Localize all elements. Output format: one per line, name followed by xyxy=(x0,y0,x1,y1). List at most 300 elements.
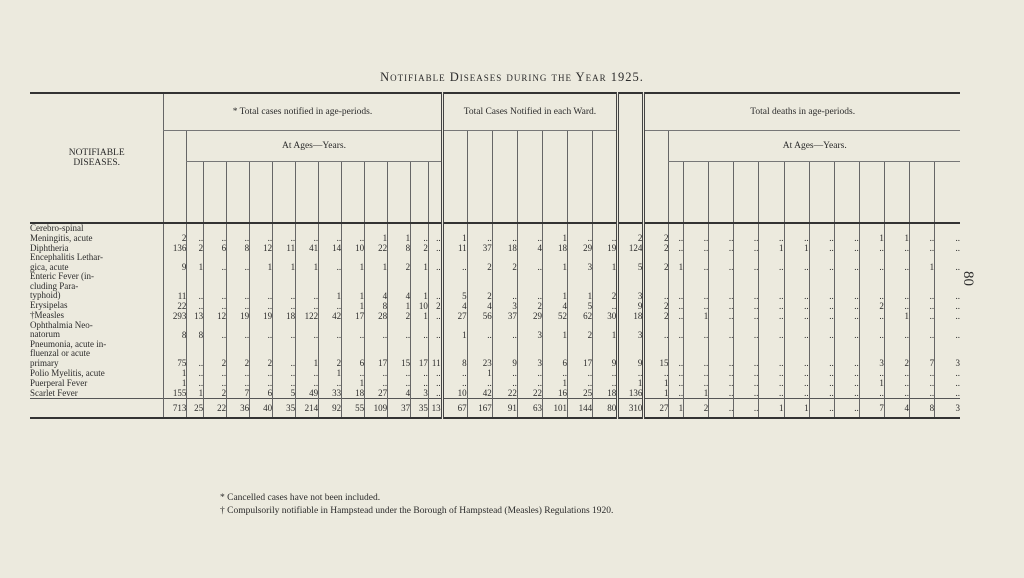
cases-cell: 1 xyxy=(342,378,365,388)
deaths-age-5-header xyxy=(784,162,809,224)
cases-cell: .. xyxy=(411,368,429,378)
cases-cell: 155 xyxy=(164,388,187,399)
deaths-cell: .. xyxy=(734,321,759,340)
deaths-cell: .. xyxy=(669,311,684,321)
deaths-cell: .. xyxy=(809,311,834,321)
deaths-cell: .. xyxy=(809,321,834,340)
deaths-age-11-header xyxy=(935,162,960,224)
cases-cell: .. xyxy=(273,223,296,243)
hospital-cell: 136 xyxy=(618,388,644,399)
ward-cell: 16 xyxy=(542,388,567,399)
deaths-age-0-header-label xyxy=(670,214,678,223)
deaths-cell: .. xyxy=(684,340,709,369)
deaths-cell: .. xyxy=(759,378,784,388)
disease-name: Enteric Fever (in- cluding Para- typhoid) xyxy=(30,272,94,300)
deaths-cell: 2 xyxy=(644,243,669,253)
ward-cell: 67 xyxy=(442,399,467,419)
ward-cell: 19 xyxy=(593,243,618,253)
deaths-cell: .. xyxy=(734,311,759,321)
cases-cell: 2 xyxy=(227,340,250,369)
page-title: Notifiable Diseases during the Year 1925. xyxy=(380,70,644,84)
ward-cell: 30 xyxy=(593,311,618,321)
deaths-cell: .. xyxy=(669,243,684,253)
cases-cell: 13 xyxy=(428,399,442,419)
cases-cell: 1 xyxy=(273,253,296,272)
cases-cell: .. xyxy=(428,223,442,243)
cases-cell: 1 xyxy=(187,388,204,399)
deaths-cell: 7 xyxy=(859,399,884,419)
table-row xyxy=(30,378,960,388)
ward-cell: 56 xyxy=(467,311,492,321)
cases-cell: .. xyxy=(428,388,442,399)
ward-cell: 2 xyxy=(467,272,492,301)
deaths-cell: .. xyxy=(734,340,759,369)
cases-cell: .. xyxy=(273,301,296,311)
ward-cell: 3 xyxy=(517,340,542,369)
cases-cell: .. xyxy=(273,378,296,388)
disease-name: Encephalitis Lethar- gica, acute xyxy=(30,253,104,272)
cases-cell: 35 xyxy=(411,399,429,419)
deaths-cell: 1 xyxy=(684,311,709,321)
ward-cell: .. xyxy=(442,253,467,272)
cases-cell: .. xyxy=(296,378,319,388)
deaths-cell: .. xyxy=(935,272,960,301)
disease-name: Cerebro-spinal Meningitis, acute xyxy=(30,223,93,243)
ward-cell: 5 xyxy=(442,272,467,301)
cases-cell: 36 xyxy=(227,399,250,419)
ward-cell: .. xyxy=(467,223,492,243)
deaths-age-0-header xyxy=(669,162,684,224)
cases-cell: .. xyxy=(187,272,204,301)
cases-cell: .. xyxy=(250,378,273,388)
ward-cell: 9 xyxy=(593,340,618,369)
ward-cell: .. xyxy=(492,272,517,301)
cases-cell: .. xyxy=(227,223,250,243)
deaths-cell: 2 xyxy=(644,301,669,311)
deaths-cell: .. xyxy=(884,253,909,272)
cases-cell: 1 xyxy=(411,253,429,272)
deaths-cell: .. xyxy=(834,399,859,419)
deaths-cell: 1 xyxy=(884,311,909,321)
ward-cell: 18 xyxy=(542,243,567,253)
cases-age-7-header xyxy=(342,162,365,224)
ward-6-header xyxy=(568,131,593,224)
hospital-cell: 9 xyxy=(618,340,644,369)
cases-age-0-header-label xyxy=(188,214,196,223)
cases-cell: .. xyxy=(204,272,227,301)
cases-cell: 18 xyxy=(273,311,296,321)
cases-cell: 1 xyxy=(296,253,319,272)
cases-cell: .. xyxy=(365,378,388,388)
deaths-cell: .. xyxy=(784,388,809,399)
deaths-cell: .. xyxy=(784,272,809,301)
deaths-cell: 7 xyxy=(909,340,934,369)
cases-cell: .. xyxy=(319,321,342,340)
cases-cell: 3 xyxy=(411,388,429,399)
ward-cell: 11 xyxy=(442,243,467,253)
cases-cell: .. xyxy=(428,368,442,378)
ward-cell: 4 xyxy=(517,243,542,253)
hospital-cell: 18 xyxy=(618,311,644,321)
deaths-cell: .. xyxy=(734,378,759,388)
deaths-cell: .. xyxy=(809,223,834,243)
deaths-cell: .. xyxy=(684,301,709,311)
deaths-cell: .. xyxy=(709,311,734,321)
cases-cell: .. xyxy=(388,378,411,388)
deaths-cell: 1 xyxy=(669,253,684,272)
deaths-cell: .. xyxy=(759,321,784,340)
deaths-age-7-header-label xyxy=(836,206,852,223)
hospital-cell: 5 xyxy=(618,253,644,272)
table-row xyxy=(30,388,960,399)
deaths-cell: .. xyxy=(709,388,734,399)
disease-name: Scarlet Fever xyxy=(30,388,78,398)
cases-cell: .. xyxy=(342,223,365,243)
cases-cell: 22 xyxy=(204,399,227,419)
deaths-cell: .. xyxy=(834,311,859,321)
ward-cell: 18 xyxy=(492,243,517,253)
cases-cell: .. xyxy=(273,321,296,340)
deaths-cell: .. xyxy=(734,368,759,378)
deaths-cell: 3 xyxy=(935,340,960,369)
deaths-age-4-header xyxy=(759,162,784,224)
deaths-cell: 3 xyxy=(859,340,884,369)
deaths-cell: .. xyxy=(935,321,960,340)
cases-age-5-header-label xyxy=(297,206,313,223)
deaths-cell: .. xyxy=(709,223,734,243)
cases-cell: 12 xyxy=(204,311,227,321)
cases-cell: 7 xyxy=(227,388,250,399)
deaths-cell: .. xyxy=(784,223,809,243)
cases-cell: .. xyxy=(365,368,388,378)
cases-cell: 10 xyxy=(411,301,429,311)
cases-age-4-header-label xyxy=(274,206,290,223)
deaths-cell: .. xyxy=(734,399,759,419)
ward-cell: 4 xyxy=(442,301,467,311)
ward-cell: 37 xyxy=(492,311,517,321)
deaths-cell: .. xyxy=(935,311,960,321)
ward-cell: .. xyxy=(517,378,542,388)
cases-cell: 12 xyxy=(250,243,273,253)
deaths-cell: 3 xyxy=(935,399,960,419)
deaths-age-8-header-label xyxy=(861,206,877,223)
cases-cell: 11 xyxy=(428,340,442,369)
cases-cell: .. xyxy=(187,223,204,243)
deaths-cell: .. xyxy=(909,368,934,378)
deaths-cell: .. xyxy=(709,321,734,340)
ward-cell: 1 xyxy=(442,321,467,340)
deaths-age-10-header-label xyxy=(911,206,927,223)
hospital-header xyxy=(618,93,644,223)
deaths-cell: .. xyxy=(909,301,934,311)
deaths-cell: .. xyxy=(784,378,809,388)
cases-cell: .. xyxy=(273,368,296,378)
table-row xyxy=(30,321,960,340)
cases-cell: .. xyxy=(250,368,273,378)
deaths-age-11-header-label xyxy=(936,214,944,223)
deaths-cell: .. xyxy=(884,272,909,301)
disease-name: Ophthalmia Neo- natorum xyxy=(30,320,93,339)
cases-age-1-header xyxy=(204,162,227,224)
diseases-header: NOTIFIABLE DISEASES. xyxy=(30,93,164,223)
cases-age-7-header-label xyxy=(343,206,359,223)
deaths-age-3-header-label xyxy=(735,206,751,223)
cases-cell: 6 xyxy=(342,340,365,369)
deaths-cell: .. xyxy=(909,311,934,321)
ward-cell: .. xyxy=(492,368,517,378)
cases-cell: .. xyxy=(296,272,319,301)
cases-age-11-header-label xyxy=(430,214,438,223)
ward-cell: .. xyxy=(442,368,467,378)
cases-cell: 8 xyxy=(227,243,250,253)
deaths-cell: .. xyxy=(809,253,834,272)
cases-age-9-header-label xyxy=(389,206,405,223)
cases-cell: 19 xyxy=(227,311,250,321)
cases-cell: 2 xyxy=(388,253,411,272)
deaths-cell: .. xyxy=(909,223,934,243)
ward-cell: .. xyxy=(492,321,517,340)
cases-cell: .. xyxy=(273,340,296,369)
deaths-cell: .. xyxy=(859,243,884,253)
cases-cell: 2 xyxy=(164,223,187,243)
cases-cell: .. xyxy=(319,378,342,388)
ward-cell: 6 xyxy=(542,340,567,369)
disease-name xyxy=(30,399,164,419)
cases-cell: .. xyxy=(227,253,250,272)
cases-cell: .. xyxy=(227,368,250,378)
deaths-cell: .. xyxy=(809,301,834,311)
ward-cell: 1 xyxy=(542,321,567,340)
deaths-cell: .. xyxy=(669,321,684,340)
deaths-cell: .. xyxy=(669,340,684,369)
deaths-cell: .. xyxy=(684,243,709,253)
hospital-cell: 3 xyxy=(618,321,644,340)
deaths-cell: 1 xyxy=(859,223,884,243)
deaths-cell: .. xyxy=(709,272,734,301)
cases-group-header: * Total cases notified in age-periods. xyxy=(164,93,442,131)
deaths-cell: .. xyxy=(834,243,859,253)
deaths-cell: .. xyxy=(709,368,734,378)
deaths-cell: .. xyxy=(669,301,684,311)
deaths-cell: .. xyxy=(884,378,909,388)
cases-cell: .. xyxy=(204,301,227,311)
ward-cell: 1 xyxy=(542,272,567,301)
cases-age-8-header-label xyxy=(366,206,382,223)
cases-cell: 122 xyxy=(296,311,319,321)
deaths-all-ages-header-label xyxy=(646,214,654,223)
ward-2-header xyxy=(467,131,492,224)
deaths-cell: .. xyxy=(834,368,859,378)
cases-cell: .. xyxy=(296,321,319,340)
cases-cell: 33 xyxy=(319,388,342,399)
cases-cell: .. xyxy=(428,311,442,321)
deaths-age-1-header xyxy=(684,162,709,224)
cases-all-ages-header-label xyxy=(165,214,173,223)
cases-cell: .. xyxy=(411,378,429,388)
ward-cell: 80 xyxy=(593,399,618,419)
ward-7-header xyxy=(593,131,618,224)
table-row xyxy=(30,253,960,272)
deaths-cell: .. xyxy=(859,368,884,378)
deaths-cell: .. xyxy=(759,301,784,311)
deaths-cell: 1 xyxy=(909,253,934,272)
deaths-cell: .. xyxy=(909,272,934,301)
cases-cell: .. xyxy=(187,301,204,311)
ward-1-header-label xyxy=(445,206,461,223)
ward-cell: .. xyxy=(568,368,593,378)
cases-cell: 2 xyxy=(388,311,411,321)
deaths-cell: 1 xyxy=(684,388,709,399)
ward-cell: .. xyxy=(467,378,492,388)
ward-cell: 9 xyxy=(492,340,517,369)
cases-cell: 8 xyxy=(187,321,204,340)
deaths-cell: .. xyxy=(734,272,759,301)
ward-cell: 27 xyxy=(442,311,467,321)
deaths-cell: .. xyxy=(709,378,734,388)
ward-cell: 1 xyxy=(542,253,567,272)
cases-cell: 55 xyxy=(342,399,365,419)
deaths-cell: 4 xyxy=(884,399,909,419)
cases-cell: 9 xyxy=(164,253,187,272)
deaths-age-6-header-label xyxy=(811,206,827,223)
cases-cell: .. xyxy=(411,223,429,243)
disease-name: †Measles xyxy=(30,310,64,320)
deaths-age-9-header-label xyxy=(886,206,902,223)
deaths-cell: .. xyxy=(935,223,960,243)
ward-cell: 3 xyxy=(492,301,517,311)
deaths-cell: .. xyxy=(859,388,884,399)
deaths-cell: .. xyxy=(709,253,734,272)
cases-age-4-header xyxy=(273,162,296,224)
table-row xyxy=(30,311,960,321)
disease-name: Puerperal Fever xyxy=(30,378,88,388)
deaths-cell: .. xyxy=(669,368,684,378)
deaths-cell: 27 xyxy=(644,399,669,419)
ward-cell: 91 xyxy=(492,399,517,419)
cases-cell: 35 xyxy=(273,399,296,419)
ward-cell: 2 xyxy=(593,272,618,301)
hospital-header-label xyxy=(620,214,628,223)
ward-3-header-label xyxy=(494,206,510,223)
deaths-cell: .. xyxy=(935,378,960,388)
cases-cell: 8 xyxy=(365,301,388,311)
cases-cell: 37 xyxy=(388,399,411,419)
deaths-cell: .. xyxy=(669,388,684,399)
cases-cell: 1 xyxy=(411,272,429,301)
cases-cell: 75 xyxy=(164,340,187,369)
deaths-cell: .. xyxy=(809,272,834,301)
ward-cell: 17 xyxy=(568,340,593,369)
deaths-cell: .. xyxy=(709,340,734,369)
cases-cell: .. xyxy=(428,272,442,301)
deaths-cell: .. xyxy=(834,253,859,272)
ward-cell: 52 xyxy=(542,311,567,321)
cases-cell: 42 xyxy=(319,311,342,321)
deaths-cell: .. xyxy=(734,223,759,243)
cases-cell: 713 xyxy=(164,399,187,419)
ward-cell: 2 xyxy=(568,321,593,340)
deaths-cell: .. xyxy=(809,399,834,419)
cases-cell: 1 xyxy=(365,223,388,243)
deaths-cell: 1 xyxy=(784,243,809,253)
deaths-cell: .. xyxy=(734,253,759,272)
deaths-cell: .. xyxy=(884,368,909,378)
deaths-cell: 8 xyxy=(909,399,934,419)
cases-cell: 17 xyxy=(342,311,365,321)
ward-cell: 22 xyxy=(517,388,542,399)
deaths-group-header: Total deaths in age-periods. xyxy=(644,93,960,131)
cases-age-10-header-label xyxy=(412,206,428,223)
page-number: 80 xyxy=(960,271,976,286)
ward-cell: 22 xyxy=(492,388,517,399)
deaths-cell: .. xyxy=(834,301,859,311)
deaths-cell: .. xyxy=(935,368,960,378)
cases-cell: 92 xyxy=(319,399,342,419)
deaths-cell: .. xyxy=(935,388,960,399)
cases-cell: 28 xyxy=(365,311,388,321)
deaths-cell: .. xyxy=(709,301,734,311)
deaths-age-2-header xyxy=(709,162,734,224)
cases-cell: 2 xyxy=(411,243,429,253)
deaths-cell: 1 xyxy=(669,399,684,419)
deaths-cell: .. xyxy=(684,223,709,243)
cases-cell: 18 xyxy=(342,388,365,399)
deaths-cell: .. xyxy=(909,388,934,399)
totals-row xyxy=(30,399,960,419)
ward-cell: 37 xyxy=(467,243,492,253)
ward-cell: 1 xyxy=(542,378,567,388)
deaths-cell: .. xyxy=(935,243,960,253)
cases-cell: 41 xyxy=(296,243,319,253)
cases-cell: 4 xyxy=(388,272,411,301)
cases-cell: 214 xyxy=(296,399,319,419)
deaths-cell: .. xyxy=(669,223,684,243)
cases-age-8-header xyxy=(365,162,388,224)
cases-cell: 1 xyxy=(250,253,273,272)
hospital-cell: 1 xyxy=(618,378,644,388)
deaths-cell: 2 xyxy=(644,311,669,321)
deaths-cell: .. xyxy=(834,321,859,340)
ward-cell: 3 xyxy=(568,253,593,272)
deaths-cell: 1 xyxy=(759,243,784,253)
cases-cell: 1 xyxy=(296,340,319,369)
deaths-cell: 2 xyxy=(644,253,669,272)
footnote-cancelled: * Cancelled cases have not been included. xyxy=(220,493,381,503)
cases-cell: 8 xyxy=(164,321,187,340)
deaths-age-10-header xyxy=(909,162,934,224)
deaths-cell: .. xyxy=(644,368,669,378)
cases-cell: 40 xyxy=(250,399,273,419)
deaths-cell: .. xyxy=(884,243,909,253)
ward-cell: .. xyxy=(517,368,542,378)
ward-cell: .. xyxy=(593,223,618,243)
ward-cell: .. xyxy=(568,378,593,388)
cases-cell: 136 xyxy=(164,243,187,253)
deaths-cell: .. xyxy=(759,311,784,321)
deaths-cell: .. xyxy=(909,243,934,253)
deaths-cell: .. xyxy=(759,223,784,243)
hospital-cell: 124 xyxy=(618,243,644,253)
ward-cell: 4 xyxy=(467,301,492,311)
cases-cell: 14 xyxy=(319,243,342,253)
ward-cell: 8 xyxy=(442,340,467,369)
ward-6-header-label xyxy=(569,206,585,223)
cases-cell: 6 xyxy=(204,243,227,253)
deaths-cell: .. xyxy=(734,243,759,253)
ward-2-header-label xyxy=(469,206,485,223)
cases-age-3-header-label xyxy=(251,206,267,223)
cases-age-2-header-label xyxy=(228,206,244,223)
